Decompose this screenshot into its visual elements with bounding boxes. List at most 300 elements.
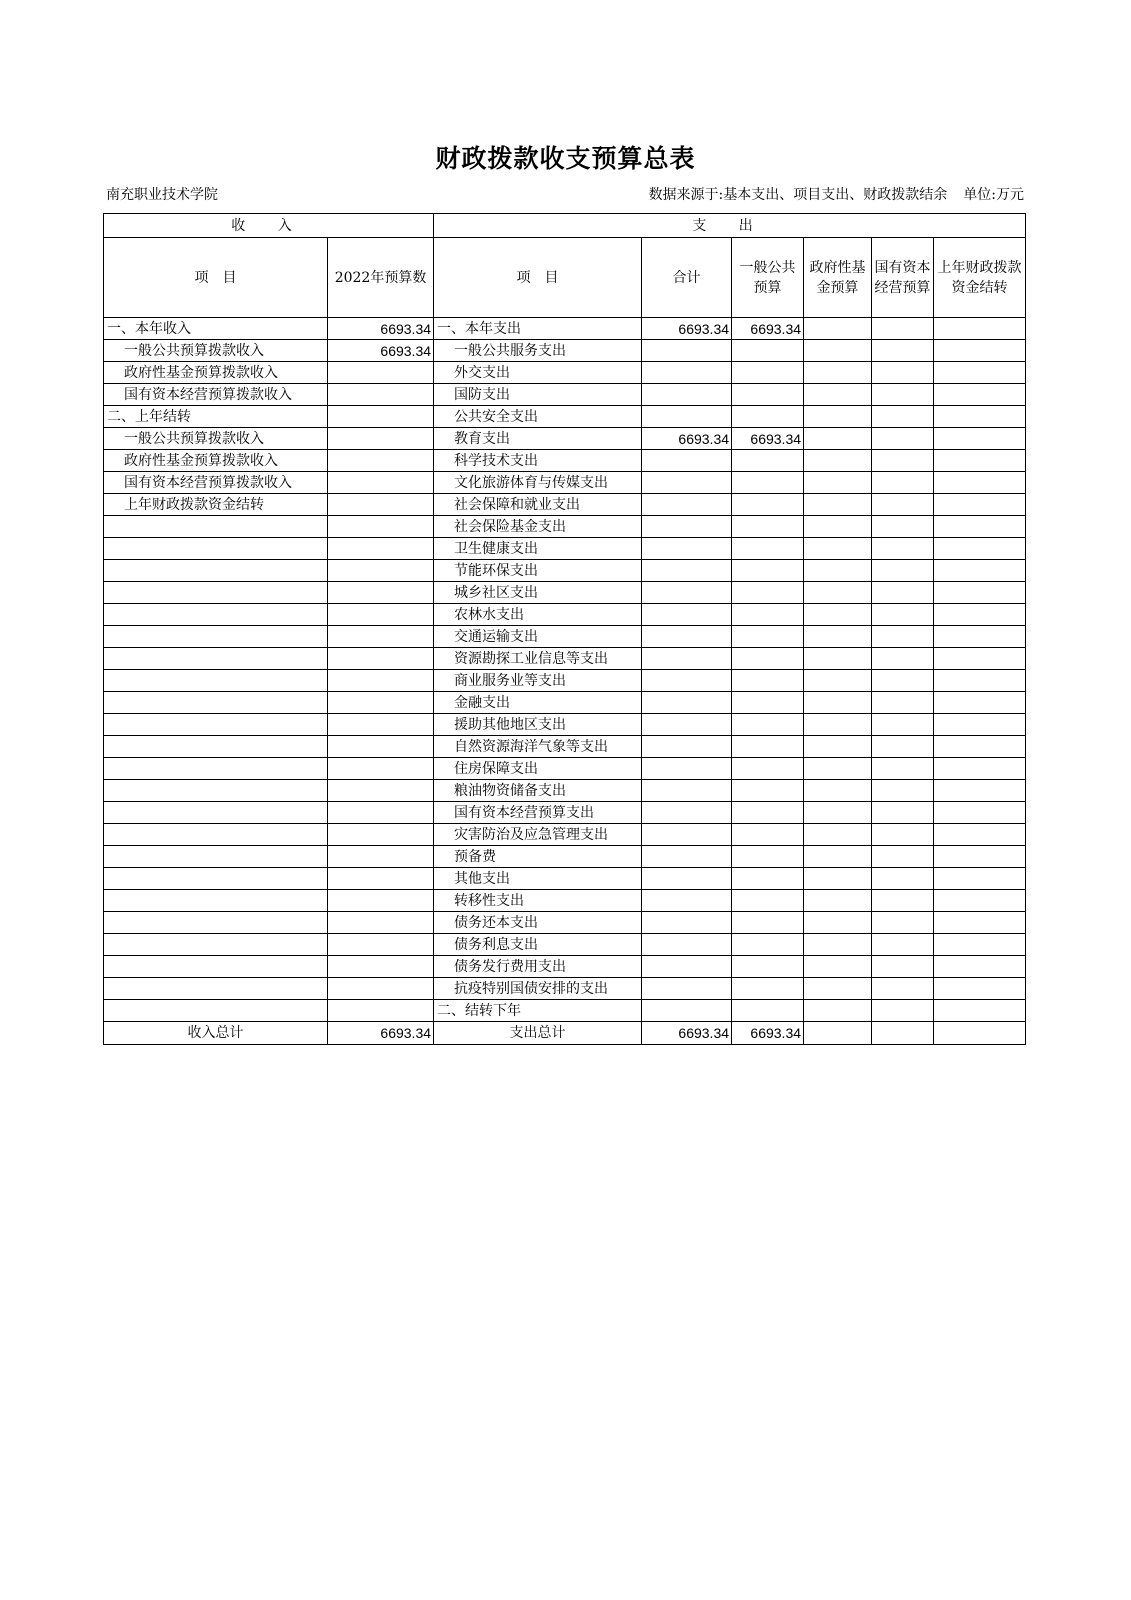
income-item-cell (104, 714, 328, 736)
total-cell (642, 934, 732, 956)
income-item-cell: 国有资本经营预算拨款收入 (104, 384, 328, 406)
expense-item-cell: 外交支出 (434, 362, 642, 384)
income-item-cell (104, 890, 328, 912)
prev-carry-cell (934, 516, 1026, 538)
total-cell (642, 956, 732, 978)
gov-fund-cell (804, 406, 872, 428)
source-note (649, 184, 1024, 204)
gov-fund-cell (804, 956, 872, 978)
income-budget-cell (328, 978, 434, 1000)
expense-item-cell: 金融支出 (434, 692, 642, 714)
expense-item-cell: 教育支出 (434, 428, 642, 450)
expense-item-cell: 农林水支出 (434, 604, 642, 626)
table-row (104, 956, 1026, 978)
prev-carry-cell (934, 978, 1026, 1000)
general-budget-cell (732, 758, 804, 780)
expense-item-cell: 其他支出 (434, 868, 642, 890)
table-row (104, 626, 1026, 648)
table-row (104, 582, 1026, 604)
general-budget-cell (732, 472, 804, 494)
income-item-cell (104, 626, 328, 648)
state-capital-cell (872, 956, 934, 978)
gov-fund-cell (804, 758, 872, 780)
income-budget-cell (328, 692, 434, 714)
general-budget-cell (732, 670, 804, 692)
table-row (104, 648, 1026, 670)
general-budget-cell (732, 1000, 804, 1022)
income-budget-cell (328, 934, 434, 956)
state-capital-cell (872, 802, 934, 824)
general-budget-cell (732, 538, 804, 560)
total-cell (642, 604, 732, 626)
income-budget-cell (328, 648, 434, 670)
income-budget-cell (328, 780, 434, 802)
table-row (104, 802, 1026, 824)
income-item-cell (104, 846, 328, 868)
gov-fund-cell (804, 626, 872, 648)
general-total-value: 6693.34 (732, 1022, 804, 1045)
general-budget-cell (732, 450, 804, 472)
income-item-cell (104, 912, 328, 934)
general-budget-cell (732, 494, 804, 516)
income-budget-cell (328, 406, 434, 428)
unit-text: 单位:万元 (963, 187, 1024, 203)
gov-fund-cell (804, 428, 872, 450)
table-row (104, 472, 1026, 494)
expense-item-cell: 卫生健康支出 (434, 538, 642, 560)
total-cell (642, 714, 732, 736)
general-budget-cell (732, 890, 804, 912)
prev-carry-cell (934, 384, 1026, 406)
state-capital-cell (872, 670, 934, 692)
state-capital-cell (872, 846, 934, 868)
table-row (104, 736, 1026, 758)
state-capital-cell (872, 604, 934, 626)
state-capital-cell (872, 758, 934, 780)
income-item-cell: 国有资本经营预算拨款收入 (104, 472, 328, 494)
prev-carry-cell (934, 318, 1026, 340)
expense-item-cell: 债务利息支出 (434, 934, 642, 956)
prev-carry-cell (934, 362, 1026, 384)
income-item-cell (104, 934, 328, 956)
income-budget-cell (328, 450, 434, 472)
page-title: 财政拨款收支预算总表 (435, 144, 696, 173)
state-capital-cell (872, 560, 934, 582)
income-budget-cell (328, 758, 434, 780)
total-cell: 6693.34 (642, 428, 732, 450)
table-row (104, 868, 1026, 890)
income-budget-cell (328, 626, 434, 648)
prev-carry-cell (934, 956, 1026, 978)
total-cell (642, 736, 732, 758)
general-budget-cell (732, 714, 804, 736)
state-capital-cell (872, 362, 934, 384)
income-budget-cell: 6693.34 (328, 318, 434, 340)
general-budget-cell (732, 560, 804, 582)
total-cell (642, 648, 732, 670)
prev-carry-cell (934, 846, 1026, 868)
general-budget-cell (732, 978, 804, 1000)
income-budget-cell (328, 824, 434, 846)
income-budget-cell (328, 362, 434, 384)
income-item-cell (104, 560, 328, 582)
total-cell (642, 802, 732, 824)
prev-carry-cell (934, 450, 1026, 472)
gov-fund-cell (804, 538, 872, 560)
expense-item-cell: 国防支出 (434, 384, 642, 406)
income-budget-cell (328, 714, 434, 736)
total-cell (642, 384, 732, 406)
state-capital-cell (872, 978, 934, 1000)
general-budget-cell (732, 648, 804, 670)
gov-fund-cell (804, 736, 872, 758)
totals-row (104, 1022, 1026, 1045)
total-cell (642, 450, 732, 472)
income-budget-cell (328, 868, 434, 890)
general-budget-cell (732, 934, 804, 956)
total-cell (642, 516, 732, 538)
income-budget-cell (328, 472, 434, 494)
prev-carry-cell (934, 340, 1026, 362)
expense-total-label: 支出总计 (434, 1022, 642, 1045)
gov-fund-cell (804, 560, 872, 582)
table-row (104, 384, 1026, 406)
table-row (104, 934, 1026, 956)
gov-fund-cell (804, 978, 872, 1000)
prev-carry-cell (934, 1000, 1026, 1022)
prev-carry-cell (934, 648, 1026, 670)
total-cell (642, 670, 732, 692)
total-cell (642, 692, 732, 714)
income-band: 收 入 (104, 214, 434, 238)
income-budget-cell (328, 736, 434, 758)
income-item-cell (104, 868, 328, 890)
organization-name: 南充职业技术学院 (106, 187, 218, 203)
state-capital-cell (872, 648, 934, 670)
total-cell: 6693.34 (642, 318, 732, 340)
income-item-cell (104, 604, 328, 626)
table-row (104, 714, 1026, 736)
table-row (104, 560, 1026, 582)
income-budget-cell (328, 956, 434, 978)
gov-fund-cell (804, 692, 872, 714)
expense-item-cell: 债务发行费用支出 (434, 956, 642, 978)
col-gov-fund: 政府性基金预算 (804, 238, 872, 318)
expense-item-cell: 科学技术支出 (434, 450, 642, 472)
general-budget-cell (732, 340, 804, 362)
income-item-cell (104, 824, 328, 846)
gov-fund-cell (804, 340, 872, 362)
state-capital-cell (872, 406, 934, 428)
prev-carry-cell (934, 626, 1026, 648)
expense-item-cell: 社会保险基金支出 (434, 516, 642, 538)
table-row (104, 516, 1026, 538)
total-cell (642, 890, 732, 912)
expense-item-cell: 住房保障支出 (434, 758, 642, 780)
general-budget-cell (732, 846, 804, 868)
income-item-cell (104, 670, 328, 692)
prev-carry-cell (934, 934, 1026, 956)
gov-fund-cell (804, 846, 872, 868)
income-item-cell (104, 1000, 328, 1022)
table-row (104, 450, 1026, 472)
prev-carry-cell (934, 604, 1026, 626)
expense-item-cell: 节能环保支出 (434, 560, 642, 582)
prev-carry-cell (934, 868, 1026, 890)
total-cell (642, 582, 732, 604)
expense-item-cell: 预备费 (434, 846, 642, 868)
table-row (104, 824, 1026, 846)
income-budget-cell (328, 538, 434, 560)
income-budget-cell (328, 560, 434, 582)
income-item-cell (104, 692, 328, 714)
general-budget-cell: 6693.34 (732, 318, 804, 340)
income-item-cell (104, 582, 328, 604)
income-item-cell: 一、本年收入 (104, 318, 328, 340)
state-capital-cell (872, 516, 934, 538)
income-total-value: 6693.34 (328, 1022, 434, 1045)
gov-fund-cell (804, 472, 872, 494)
table-row (104, 406, 1026, 428)
total-cell (642, 824, 732, 846)
income-item-cell (104, 978, 328, 1000)
income-budget-cell (328, 604, 434, 626)
state-capital-cell (872, 340, 934, 362)
state-capital-cell (872, 912, 934, 934)
state-capital-cell (872, 450, 934, 472)
income-budget-cell (328, 494, 434, 516)
table-row (104, 780, 1026, 802)
income-item-cell (104, 648, 328, 670)
band-header-row (104, 214, 1026, 238)
income-item-cell: 二、上年结转 (104, 406, 328, 428)
gov-fund-cell (804, 714, 872, 736)
total-cell (642, 846, 732, 868)
table-row (104, 538, 1026, 560)
income-budget-cell (328, 1000, 434, 1022)
state-capital-cell (872, 626, 934, 648)
income-item-cell: 一般公共预算拨款收入 (104, 428, 328, 450)
general-budget-cell (732, 626, 804, 648)
state-capital-cell (872, 780, 934, 802)
income-item-cell (104, 802, 328, 824)
income-budget-cell (328, 670, 434, 692)
gov-fund-cell (804, 1000, 872, 1022)
income-item-cell: 一般公共预算拨款收入 (104, 340, 328, 362)
prev-carry-cell (934, 714, 1026, 736)
expense-item-cell: 灾害防治及应急管理支出 (434, 824, 642, 846)
total-cell (642, 560, 732, 582)
table-row (104, 318, 1026, 340)
total-cell (642, 780, 732, 802)
total-cell (642, 1000, 732, 1022)
expense-item-cell: 粮油物资储备支出 (434, 780, 642, 802)
general-budget-cell (732, 692, 804, 714)
general-budget-cell (732, 384, 804, 406)
income-budget-cell (328, 802, 434, 824)
gov-fund-cell (804, 604, 872, 626)
total-cell (642, 978, 732, 1000)
gov-fund-cell (804, 670, 872, 692)
income-budget-cell: 6693.34 (328, 340, 434, 362)
gov-fund-cell (804, 362, 872, 384)
income-item-cell: 上年财政拨款资金结转 (104, 494, 328, 516)
state-capital-cell (872, 318, 934, 340)
prev-carry-cell (934, 560, 1026, 582)
income-budget-cell (328, 890, 434, 912)
state-capital-cell (872, 1000, 934, 1022)
state-capital-cell (872, 472, 934, 494)
col-state-capital: 国有资本经营预算 (872, 238, 934, 318)
expense-item-cell: 资源勘探工业信息等支出 (434, 648, 642, 670)
state-capital-cell (872, 714, 934, 736)
expense-item-cell: 一、本年支出 (434, 318, 642, 340)
state-capital-cell (872, 428, 934, 450)
expense-item-cell: 交通运输支出 (434, 626, 642, 648)
gov-fund-cell (804, 934, 872, 956)
income-total-label: 收入总计 (104, 1022, 328, 1045)
prev-carry-cell (934, 472, 1026, 494)
general-budget-cell (732, 516, 804, 538)
income-item-cell: 政府性基金预算拨款收入 (104, 450, 328, 472)
income-item-cell (104, 780, 328, 802)
prev-carry-cell (934, 736, 1026, 758)
expense-item-cell: 援助其他地区支出 (434, 714, 642, 736)
state-capital-cell (872, 582, 934, 604)
state-capital-cell (872, 890, 934, 912)
expense-item-cell: 债务还本支出 (434, 912, 642, 934)
total-cell (642, 758, 732, 780)
column-header-row (104, 238, 1026, 318)
general-budget-cell (732, 582, 804, 604)
table-row (104, 912, 1026, 934)
gov-fund-cell (804, 780, 872, 802)
state-capital-cell (872, 824, 934, 846)
income-item-cell: 政府性基金预算拨款收入 (104, 362, 328, 384)
gov-fund-cell (804, 802, 872, 824)
total-cell (642, 912, 732, 934)
expense-item-cell: 国有资本经营预算支出 (434, 802, 642, 824)
gov-fund-total-value (804, 1022, 872, 1045)
income-item-cell (104, 516, 328, 538)
income-budget-cell (328, 428, 434, 450)
general-budget-cell (732, 736, 804, 758)
table-row (104, 428, 1026, 450)
expense-total-value: 6693.34 (642, 1022, 732, 1045)
state-capital-cell (872, 494, 934, 516)
general-budget-cell (732, 912, 804, 934)
expense-item-cell: 社会保障和就业支出 (434, 494, 642, 516)
income-item-cell (104, 758, 328, 780)
prev-carry-cell (934, 780, 1026, 802)
table-row (104, 494, 1026, 516)
prev-carry-cell (934, 824, 1026, 846)
income-budget-cell (328, 912, 434, 934)
total-cell (642, 406, 732, 428)
general-budget-cell (732, 824, 804, 846)
state-capital-cell (872, 692, 934, 714)
state-capital-cell (872, 934, 934, 956)
source-text: 数据来源于:基本支出、项目支出、财政拨款结余 (648, 187, 948, 203)
expense-item-cell: 城乡社区支出 (434, 582, 642, 604)
table-row (104, 604, 1026, 626)
expense-item-cell: 文化旅游体育与传媒支出 (434, 472, 642, 494)
table-row (104, 1000, 1026, 1022)
expense-item-cell: 转移性支出 (434, 890, 642, 912)
state-capital-cell (872, 868, 934, 890)
prev-carry-cell (934, 582, 1026, 604)
prev-carry-cell (934, 758, 1026, 780)
expense-item-cell: 抗疫特别国债安排的支出 (434, 978, 642, 1000)
table-row (104, 890, 1026, 912)
total-cell (642, 472, 732, 494)
income-item-cell (104, 736, 328, 758)
expense-item-cell: 一般公共服务支出 (434, 340, 642, 362)
income-item-cell (104, 956, 328, 978)
prev-carry-cell (934, 890, 1026, 912)
col-income-item: 项 目 (104, 238, 328, 318)
prev-carry-cell (934, 406, 1026, 428)
general-budget-cell (732, 604, 804, 626)
expense-item-cell: 二、结转下年 (434, 1000, 642, 1022)
prev-carry-cell (934, 802, 1026, 824)
gov-fund-cell (804, 912, 872, 934)
expense-item-cell: 自然资源海洋气象等支出 (434, 736, 642, 758)
general-budget-cell (732, 362, 804, 384)
prev-carry-cell (934, 692, 1026, 714)
prev-carry-cell (934, 670, 1026, 692)
prev-carry-total-value (934, 1022, 1026, 1045)
table-row (104, 978, 1026, 1000)
income-item-cell (104, 538, 328, 560)
total-cell (642, 362, 732, 384)
gov-fund-cell (804, 384, 872, 406)
total-cell (642, 538, 732, 560)
general-budget-cell (732, 406, 804, 428)
col-expense-item: 项 目 (434, 238, 642, 318)
income-budget-cell (328, 582, 434, 604)
prev-carry-cell (934, 428, 1026, 450)
col-total: 合计 (642, 238, 732, 318)
state-capital-cell (872, 736, 934, 758)
general-budget-cell (732, 956, 804, 978)
total-cell (642, 494, 732, 516)
prev-carry-cell (934, 494, 1026, 516)
general-budget-cell (732, 780, 804, 802)
col-prev-carry: 上年财政拨款资金结转 (934, 238, 1026, 318)
prev-carry-cell (934, 912, 1026, 934)
general-budget-cell: 6693.34 (732, 428, 804, 450)
table-row (104, 362, 1026, 384)
gov-fund-cell (804, 890, 872, 912)
income-budget-cell (328, 384, 434, 406)
expense-item-cell: 公共安全支出 (434, 406, 642, 428)
gov-fund-cell (804, 494, 872, 516)
table-row (104, 846, 1026, 868)
total-cell (642, 868, 732, 890)
prev-carry-cell (934, 538, 1026, 560)
gov-fund-cell (804, 582, 872, 604)
state-capital-cell (872, 538, 934, 560)
col-general-budget: 一般公共预算 (732, 238, 804, 318)
table-row (104, 692, 1026, 714)
gov-fund-cell (804, 648, 872, 670)
income-budget-cell (328, 846, 434, 868)
gov-fund-cell (804, 318, 872, 340)
state-capital-cell (872, 384, 934, 406)
gov-fund-cell (804, 868, 872, 890)
col-income-budget: 2022年预算数 (328, 238, 434, 318)
